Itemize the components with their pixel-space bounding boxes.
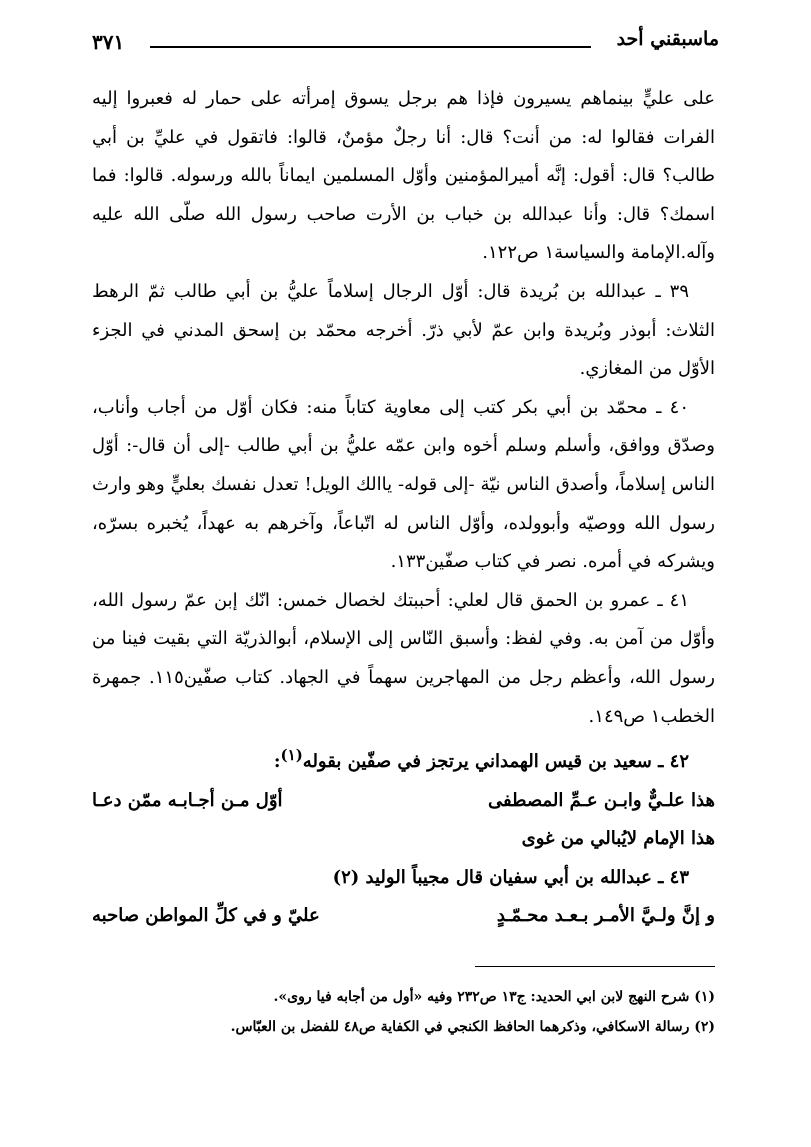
footnotes bbox=[92, 982, 715, 1042]
verse-2-hemistich-left: عليّ و في كلِّ المواطن صاحبه bbox=[92, 905, 320, 927]
paragraph-item-40: ٤٠ ـ محمّد بن أبي بكر كتب إلى معاوية كتاباً منه: فكان أوّل من أجاب وأناب، وصدّق ووافق، وأسلم وسلم أخوه وابن عمّه عليُّ بن أبي طالب -إلى أن قال-: أوّل الناس إسلاماً، وأصدق الناس نيّة -إلى قوله- ياالك الويل! تعدل نفسك بعليٍّ وهو وارث رسول الله ووصيّه وأبوولده، وأوّل الناس له اتّباعاً، وآخرهم به عهداً، يُخبره بسرّه، ويشركه في أمره. نصر في كتاب صفّين١٣٣. bbox=[92, 396, 715, 573]
paragraph-item-41: ٤١ ـ عمرو بن الحمق قال لعلي: أحببتك لخصال خمس: انّك إبن عمّ رسول الله، وأوّل من آمن به. وفي لفظ: وأسبق النّاس إلى الإسلام، أبوالذريّة التي بقيت فينا من رسول الله، وأعظم رجل من المهاجرين سهماً في الجهاد. كتاب صفّين١١٥. جمهرة الخطب١ ص١٤٩. bbox=[92, 589, 715, 727]
main-text bbox=[92, 80, 715, 936]
paragraph-item-39: ٣٩ ـ عبدالله بن بُريدة قال: أوّل الرجال إسلاماً عليُّ بن أبي طالب ثمّ الرهط الثلاث: أبوذر وبُريدة وابن عمّ لأبي ذرّ. أخرجه محمّد بن إسحق المدني في الجزء الأوّل من المغازي. bbox=[92, 280, 715, 380]
paragraph-continuation: على عليٍّ بينماهم يسيرون فإذا هم برجل يسوق إمرأته على حمار له فعبروا إليه الفرات فقالوا له: من أنت؟ قال: أنا رجلٌ مؤمنٌ، قالوا: فاتقول في عليِّ بن أبي طالب؟ قال: أقول: إنَّه أميرالمؤمنين وأوّل المسلمين ايماناً بالله ورسوله. قالوا: فما اسمك؟ قال: وأنا عبدالله بن خباب بن الأرت صاحب رسول الله صلّى الله عليه وآله.الإمامة والسياسة١ ص١٢٢. bbox=[92, 88, 715, 264]
verse-1-hemistich-left: أوّل مـن أجـابـه ممّن دعـا bbox=[92, 789, 283, 811]
running-title: ماسبقني أحد bbox=[616, 28, 719, 50]
verse-1-hemistich-right: هذا علـيٌّ وابـن عـمِّ المصطفى bbox=[487, 789, 715, 811]
poem-section bbox=[92, 736, 715, 936]
item-43-heading: ٤٣ ـ عبدالله بن أبي سفيان قال مجيباً الوليد (٢) bbox=[332, 866, 689, 888]
verse-1-line-2: هذا الإمام لايُبالي من غوى bbox=[521, 828, 715, 850]
verse-2-hemistich-right: و إنَّ ولـيَّ الأمـر بـعـد محـمّـدٍ bbox=[496, 905, 715, 927]
footnote-2: (٢) رسالة الاسكافي، وذكرهما الحافظ الكنجي في الكفاية ص٤٨ للفضل بن العبّاس. bbox=[230, 1019, 715, 1035]
item-42-intro: ٤٢ ـ سعيد بن قيس الهمداني يرتجز في صفّين بقوله bbox=[302, 751, 689, 773]
verse-1 bbox=[92, 782, 715, 821]
footnote-1: (١) شرح النهج لابن ابي الحديد: ج١٣ ص٢٣٢ وفيه «أول من أجابه فيا روى». bbox=[273, 989, 715, 1005]
verse-2 bbox=[92, 897, 715, 936]
item-42-heading: ٤٢ ـ سعيد بن قيس الهمداني يرتجز في صفّين بقوله$^{(١)}$: bbox=[273, 746, 689, 773]
footnote-mark-1: (١) bbox=[280, 746, 303, 765]
footnote-rule bbox=[475, 966, 715, 967]
header-rule bbox=[150, 46, 591, 48]
page-number: ٣٧١ bbox=[92, 30, 125, 54]
page-header bbox=[92, 24, 719, 66]
